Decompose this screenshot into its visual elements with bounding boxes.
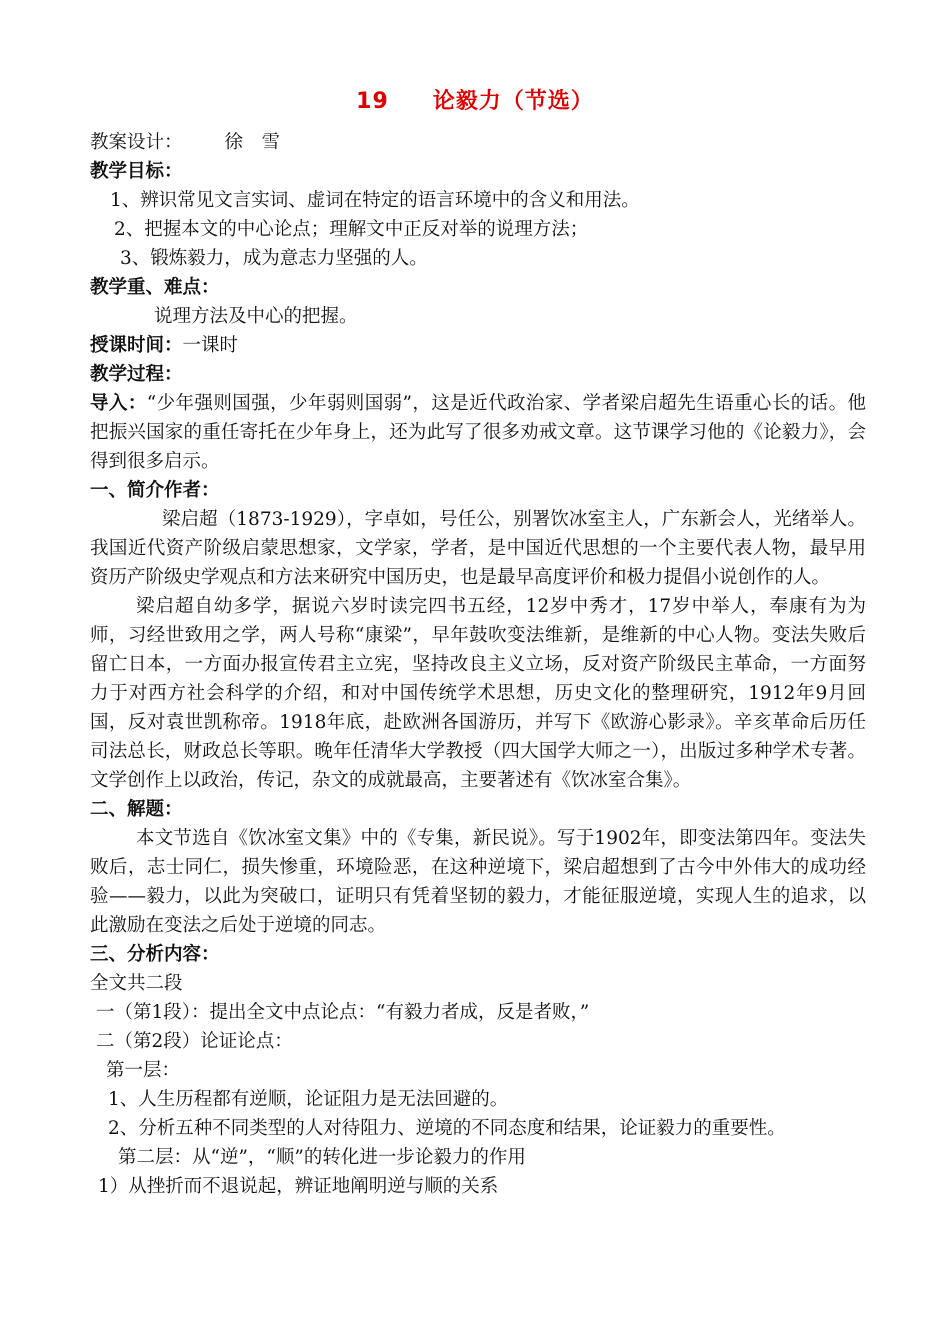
document-body — [90, 128, 866, 1201]
goal-item: 3、锻炼毅力，成为意志力坚强的人。 — [120, 248, 428, 269]
time-line — [90, 331, 866, 360]
lesson-number: 19 — [356, 89, 389, 114]
author-paragraph-2: 梁启超自幼多学，据说六岁时读完四书五经，12岁中秀才，17岁中举人，奉康有为为师，习经世致用之学，两人号称“康梁”，早年鼓吹变法维新，是维新的中心人物。变法失败后留亡日本，一方面办报宣传君主立宪，坚持改良主义立场，反对资产阶级民主革命，一方面努力于对西方社会科学的介绍，和对中国传统学术思想，历史文化的整理研究，1912年9月回国，反对袁世凯称帝。1918年底，赴欧洲各国游历，并写下《欧游心影录》。辛亥革命后历任司法总长，财政总长等职。晚年任清华大学教授（四大国学大师之一），出版过多种学术专著。文学创作上以政治，传记，杂文的成就最高，主要著述有《饮冰室合集》。 — [90, 596, 866, 791]
intro-text: “少年强则国强，少年弱则国弱”，这是近代政治家、学者梁启超先生语重心长的话。他把振兴国家的重任寄托在少年身上，还为此写了很多劝戒文章。这节课学习他的《论毅力》，会得到很多启示。 — [90, 393, 866, 472]
process-heading: 教学过程： — [90, 364, 183, 385]
designer-name: 徐 雪 — [224, 132, 281, 153]
section1-heading: 一、简介作者： — [90, 480, 220, 501]
keypoints-heading: 教学重、难点： — [90, 277, 220, 298]
section3-heading: 三、分析内容： — [90, 944, 220, 965]
page-title — [0, 84, 950, 115]
title-explanation-paragraph: 本文节选自《饮冰室文集》中的《专集，新民说》。写于1902年，即变法第四年。变法失败后，志士同仁，损失惨重，环境险恶，在这种逆境下，梁启超想到了古今中外伟大的成功经验——毅力，以此为突破口，证明只有凭着坚韧的毅力，才能征服逆境，实现人生的追求，以此激励在变法之后处于逆境的同志。 — [90, 828, 866, 936]
analysis-line: 第一层： — [106, 1060, 181, 1081]
analysis-line: 2、分析五种不同类型的人对待阻力、逆境的不同态度和结果，论证毅力的重要性。 — [108, 1118, 786, 1139]
analysis-line: 第二层：从“逆”，“顺”的转化进一步论毅力的作用 — [118, 1147, 526, 1168]
goal-item: 1、辨识常见文言实词、虚词在特定的语言环境中的含义和用法。 — [110, 190, 640, 211]
section2-heading: 二、解题： — [90, 799, 183, 820]
time-value: 一课时 — [182, 335, 239, 356]
time-label: 授课时间： — [90, 335, 183, 356]
analysis-line: 一（第1段）：提出全文中点论点：“有毅力者成，反是者败，” — [96, 1002, 590, 1023]
designer-label: 教案设计： — [90, 132, 183, 153]
designer-line — [90, 128, 866, 157]
author-paragraph-1: 梁启超（1873-1929），字卓如，号任公，别署饮冰室主人，广东新会人，光绪举人。我国近代资产阶级启蒙思想家，文学家，学者，是中国近代思想的一个主要代表人物，最早用资历产阶级史学观点和方法来研究中国历史，也是最早高度评价和极力提倡小说创作的人。 — [90, 509, 866, 588]
analysis-line: 全文共二段 — [90, 973, 183, 994]
analysis-line: 1、人生历程都有逆顺，论证阻力是无法回避的。 — [108, 1089, 509, 1110]
goals-heading: 教学目标： — [90, 161, 183, 182]
analysis-line: 二（第2段）论证论点： — [96, 1031, 293, 1052]
intro-label: 导入： — [90, 393, 147, 414]
keypoints-text: 说理方法及中心的把握。 — [154, 306, 358, 327]
goal-item: 2、把握本文的中心论点；理解文中正反对举的说理方法； — [114, 219, 589, 240]
analysis-line: 1）从挫折而不退说起，辨证地阐明逆与顺的关系 — [98, 1176, 499, 1197]
lesson-title: 论毅力（节选） — [432, 89, 594, 114]
intro-paragraph — [90, 389, 866, 476]
